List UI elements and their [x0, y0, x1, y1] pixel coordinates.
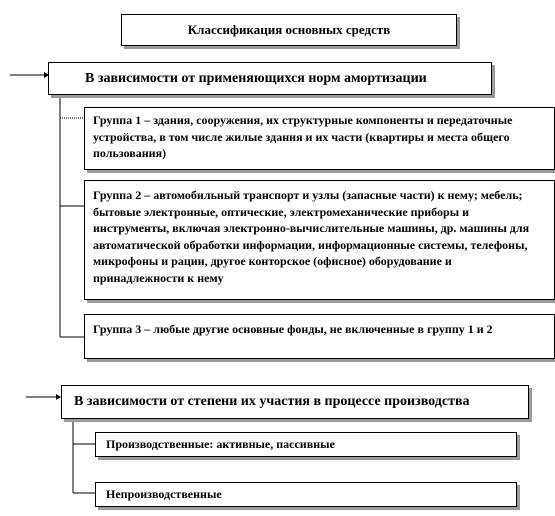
- category-amortization-label: В зависимости от применяющихся норм амортизации: [85, 70, 427, 86]
- group-2-text: Группа 2 – автомобильный транспорт и узлы (запасные части) к нему; мебель; бытовые электронные, оптические, электромеханические приборы и инструменты, включая электронно-вычислительные машины, др. машины для автоматической обработки информации, информационные системы, телефоны, микрофоны и рации, другое конторское (офисное) оборудование и принадлежности к нему: [93, 188, 530, 285]
- production-item-box: [95, 432, 517, 457]
- non-production-item-box: [95, 482, 517, 507]
- production-item-text: Производственные: активные, пассивные: [106, 437, 335, 451]
- group-1-text: Группа 1 – здания, сооружения, их структурные компоненты и передаточные устройства, в том числе жилые здания и их части (квартиры и места общего пользования): [93, 113, 513, 160]
- group-2-box: [84, 180, 555, 300]
- category-production-box: [61, 385, 529, 419]
- category-production-label: В зависимости от степени их участия в процессе производства: [74, 394, 470, 409]
- group-1-box: [84, 107, 555, 170]
- diagram-title: Классификация основных средств: [121, 14, 457, 46]
- category-amortization-box: [48, 62, 492, 95]
- non-production-item-text: Непроизводственные: [106, 487, 222, 501]
- group-3-box: [84, 314, 555, 359]
- group-3-text: Группа 3 – любые другие основные фонды, не включенные в группу 1 и 2: [93, 322, 493, 336]
